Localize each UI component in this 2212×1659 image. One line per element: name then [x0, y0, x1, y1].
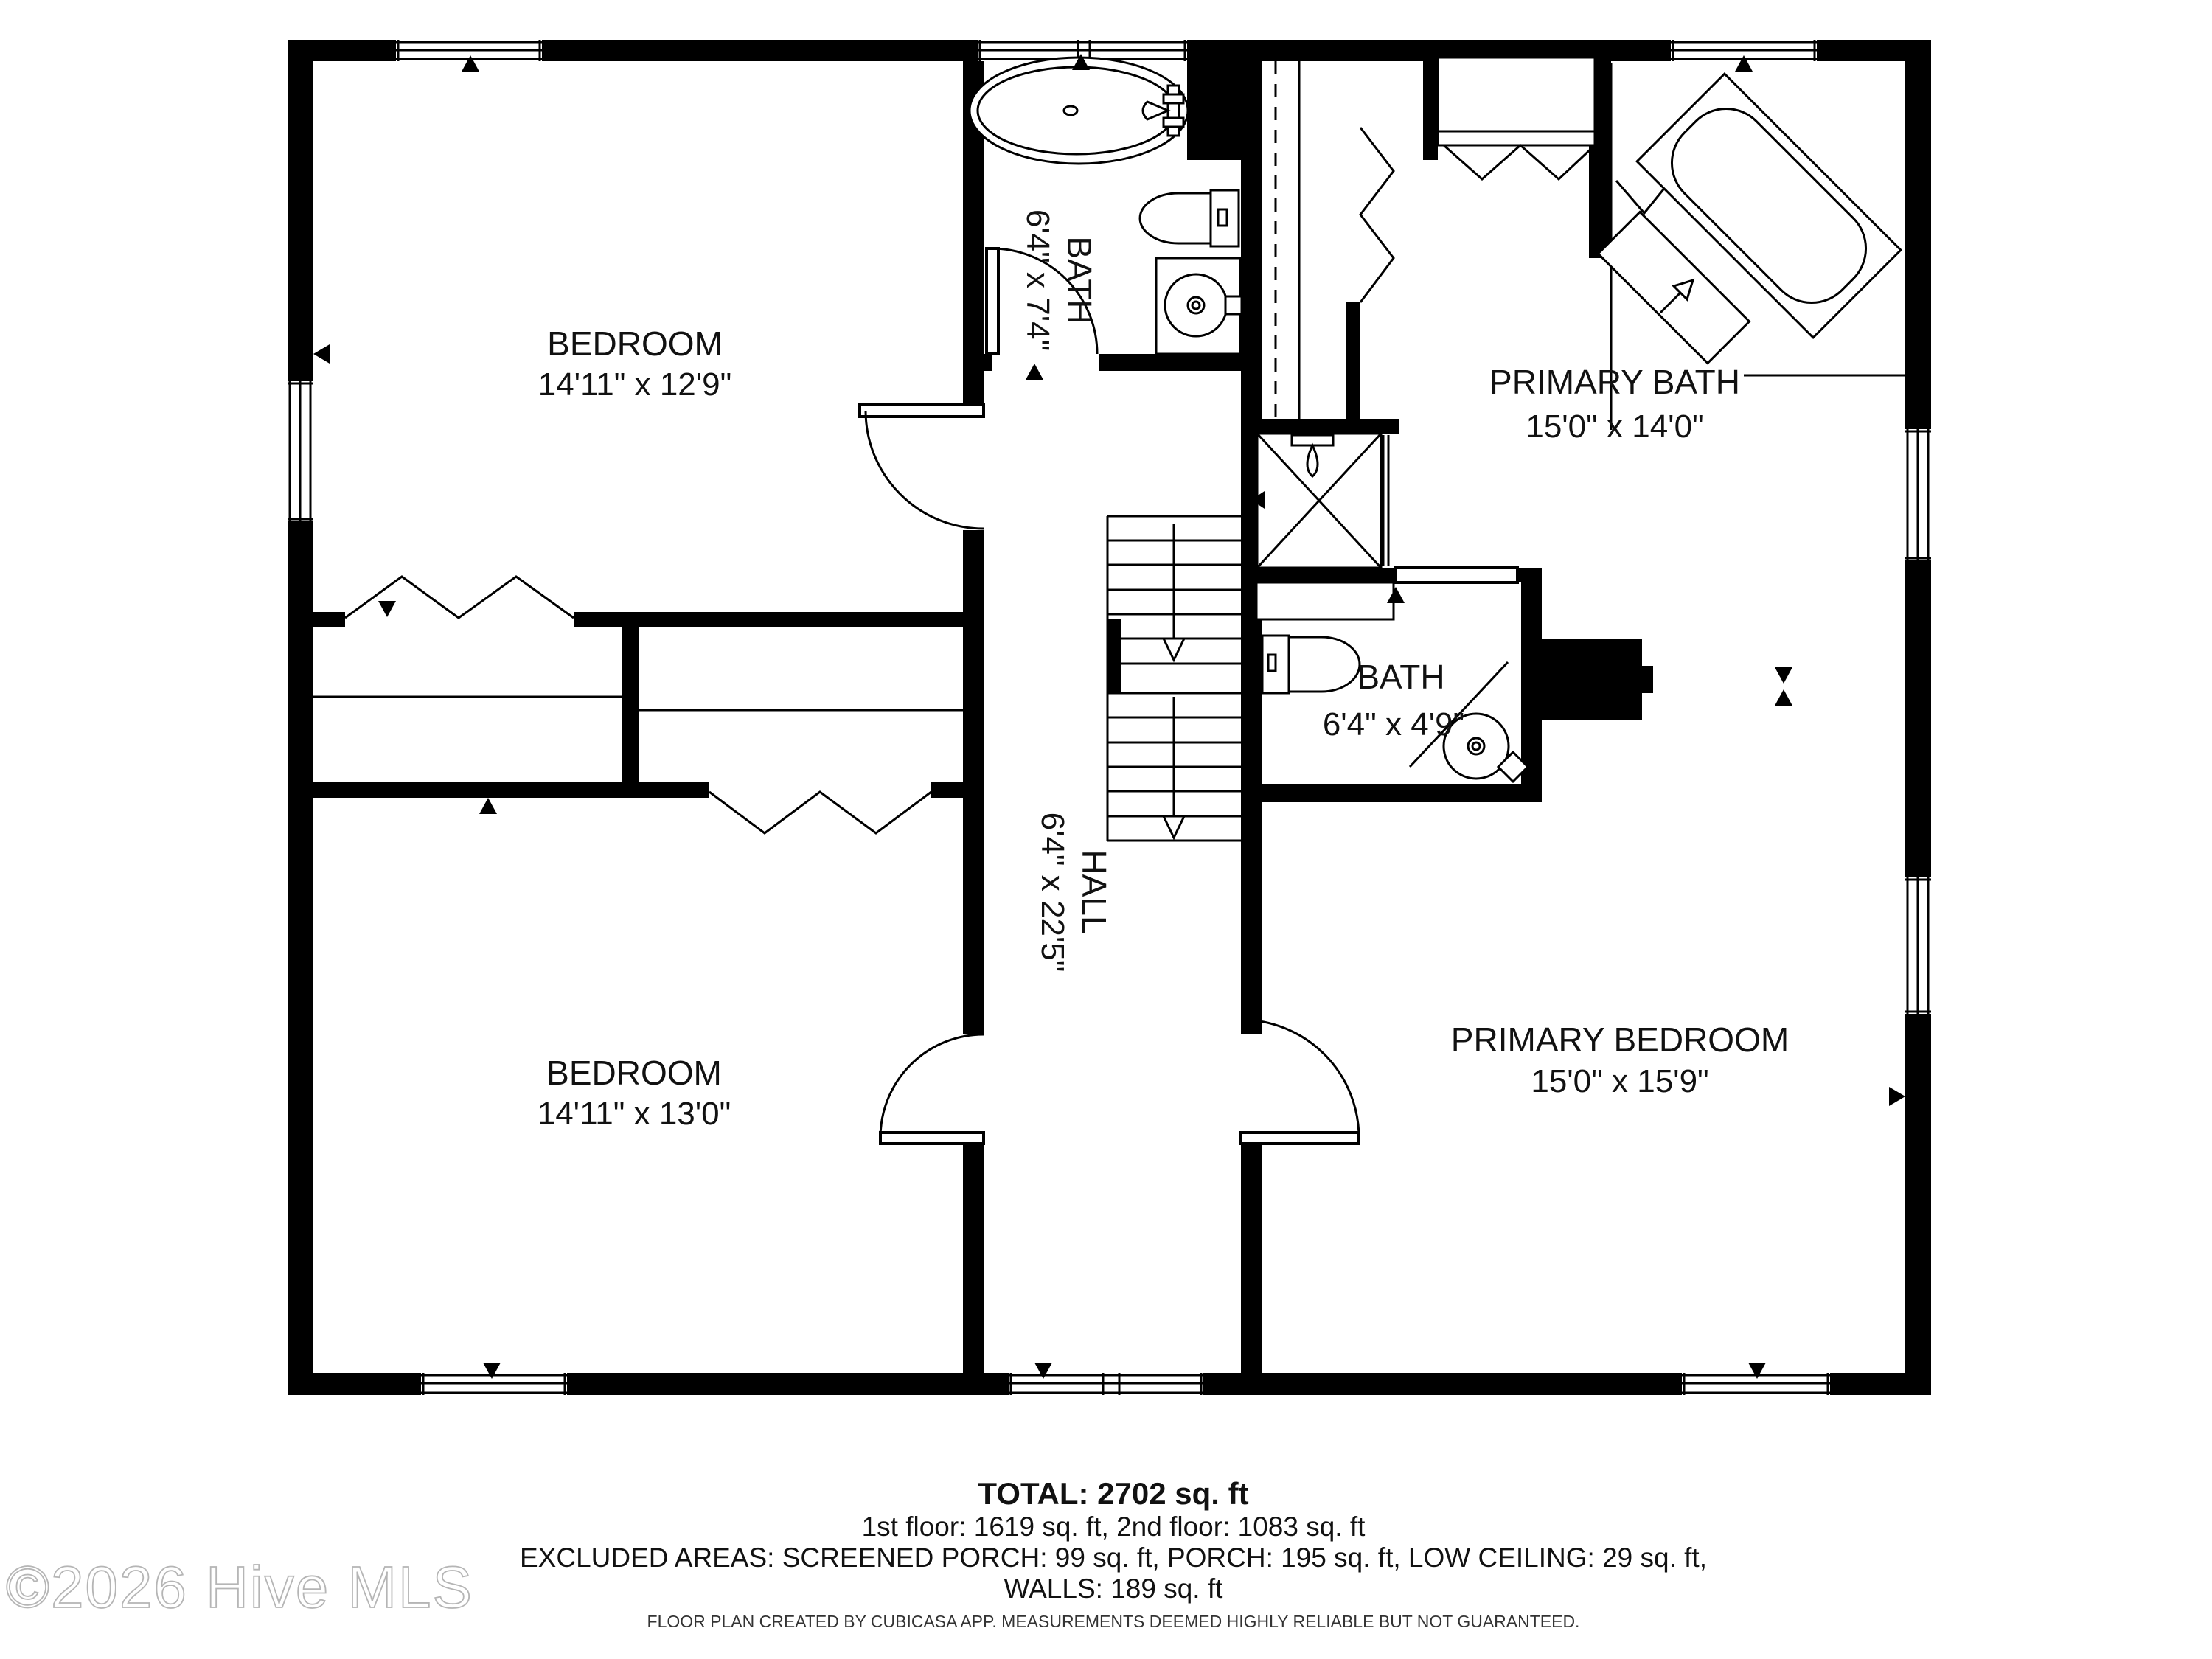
area-summary: [520, 1476, 1707, 1631]
shower-icon: [1257, 434, 1388, 568]
room-dims-primary-bedroom: 15'0" x 15'9": [1531, 1063, 1709, 1099]
accordion-door-strip: [1360, 128, 1394, 302]
room-label-hall: HALL: [1075, 849, 1113, 935]
summary-total: TOTAL: 2702 sq. ft: [978, 1476, 1249, 1511]
accordion-door-bottom-closet: [709, 792, 931, 833]
room-label-bedroom-top: BEDROOM: [547, 324, 723, 363]
toilet-icon: [1262, 636, 1360, 693]
door-bedroom-top: [860, 405, 984, 529]
accordion-door-top-closet: [345, 577, 574, 618]
stair-down-arrow: [1164, 639, 1184, 660]
shower-door: [1383, 435, 1388, 566]
window: [396, 40, 542, 61]
room-label-primary-bath: PRIMARY BATH: [1489, 363, 1740, 401]
summary-disclaimer: FLOOR PLAN CREATED BY CUBICASA APP. MEASUREMENTS DEEMED HIGHLY RELIABLE BUT NOT GUARANTEED.: [647, 1612, 1580, 1631]
sink-icon: [1156, 258, 1242, 354]
freestanding-tub-icon: [970, 58, 1188, 164]
room-dims-bath-top: 6'4" x 7'4": [1020, 209, 1056, 352]
window: [288, 381, 313, 521]
room-dims-bedroom-bottom: 14'11" x 13'0": [537, 1096, 731, 1132]
room-dims-bedroom-top: 14'11" x 12'9": [538, 366, 732, 403]
room-dims-hall: 6'4" x 22'5": [1034, 812, 1071, 973]
window: [1009, 1373, 1203, 1395]
room-label-bath-mid: BATH: [1357, 658, 1445, 696]
room-dims-primary-bath: 15'0" x 14'0": [1526, 408, 1704, 445]
door-primary-bedroom: [1241, 1020, 1359, 1144]
window: [421, 1373, 567, 1395]
door-bath-mid: [1395, 568, 1517, 582]
room-dims-bath-mid: 6'4" x 4'9": [1322, 706, 1465, 742]
door-bedroom-bottom: [880, 1034, 984, 1144]
toilet-icon: [1140, 190, 1239, 246]
stair-down-arrow: [1164, 816, 1184, 838]
window: [1905, 429, 1931, 560]
counter: [1256, 582, 1394, 619]
room-label-primary-bedroom: PRIMARY BEDROOM: [1450, 1020, 1790, 1059]
stairs: [1107, 516, 1241, 841]
window: [1905, 877, 1931, 1014]
room-label-bath-top: BATH: [1060, 236, 1099, 324]
summary-floors: 1st floor: 1619 sq. ft, 2nd floor: 1083 sq. ft: [861, 1512, 1366, 1542]
doors: [860, 248, 1517, 1144]
watermark: ©2026 Hive MLS: [6, 1554, 473, 1620]
accordion-door-wardrobe: [1444, 145, 1595, 179]
summary-excluded: EXCLUDED AREAS: SCREENED PORCH: 99 sq. ft, PORCH: 195 sq. ft, LOW CEILING: 29 sq. ft,: [520, 1543, 1707, 1573]
room-label-bedroom-bottom: BEDROOM: [546, 1054, 722, 1092]
summary-walls: WALLS: 189 sq. ft: [1004, 1573, 1223, 1604]
